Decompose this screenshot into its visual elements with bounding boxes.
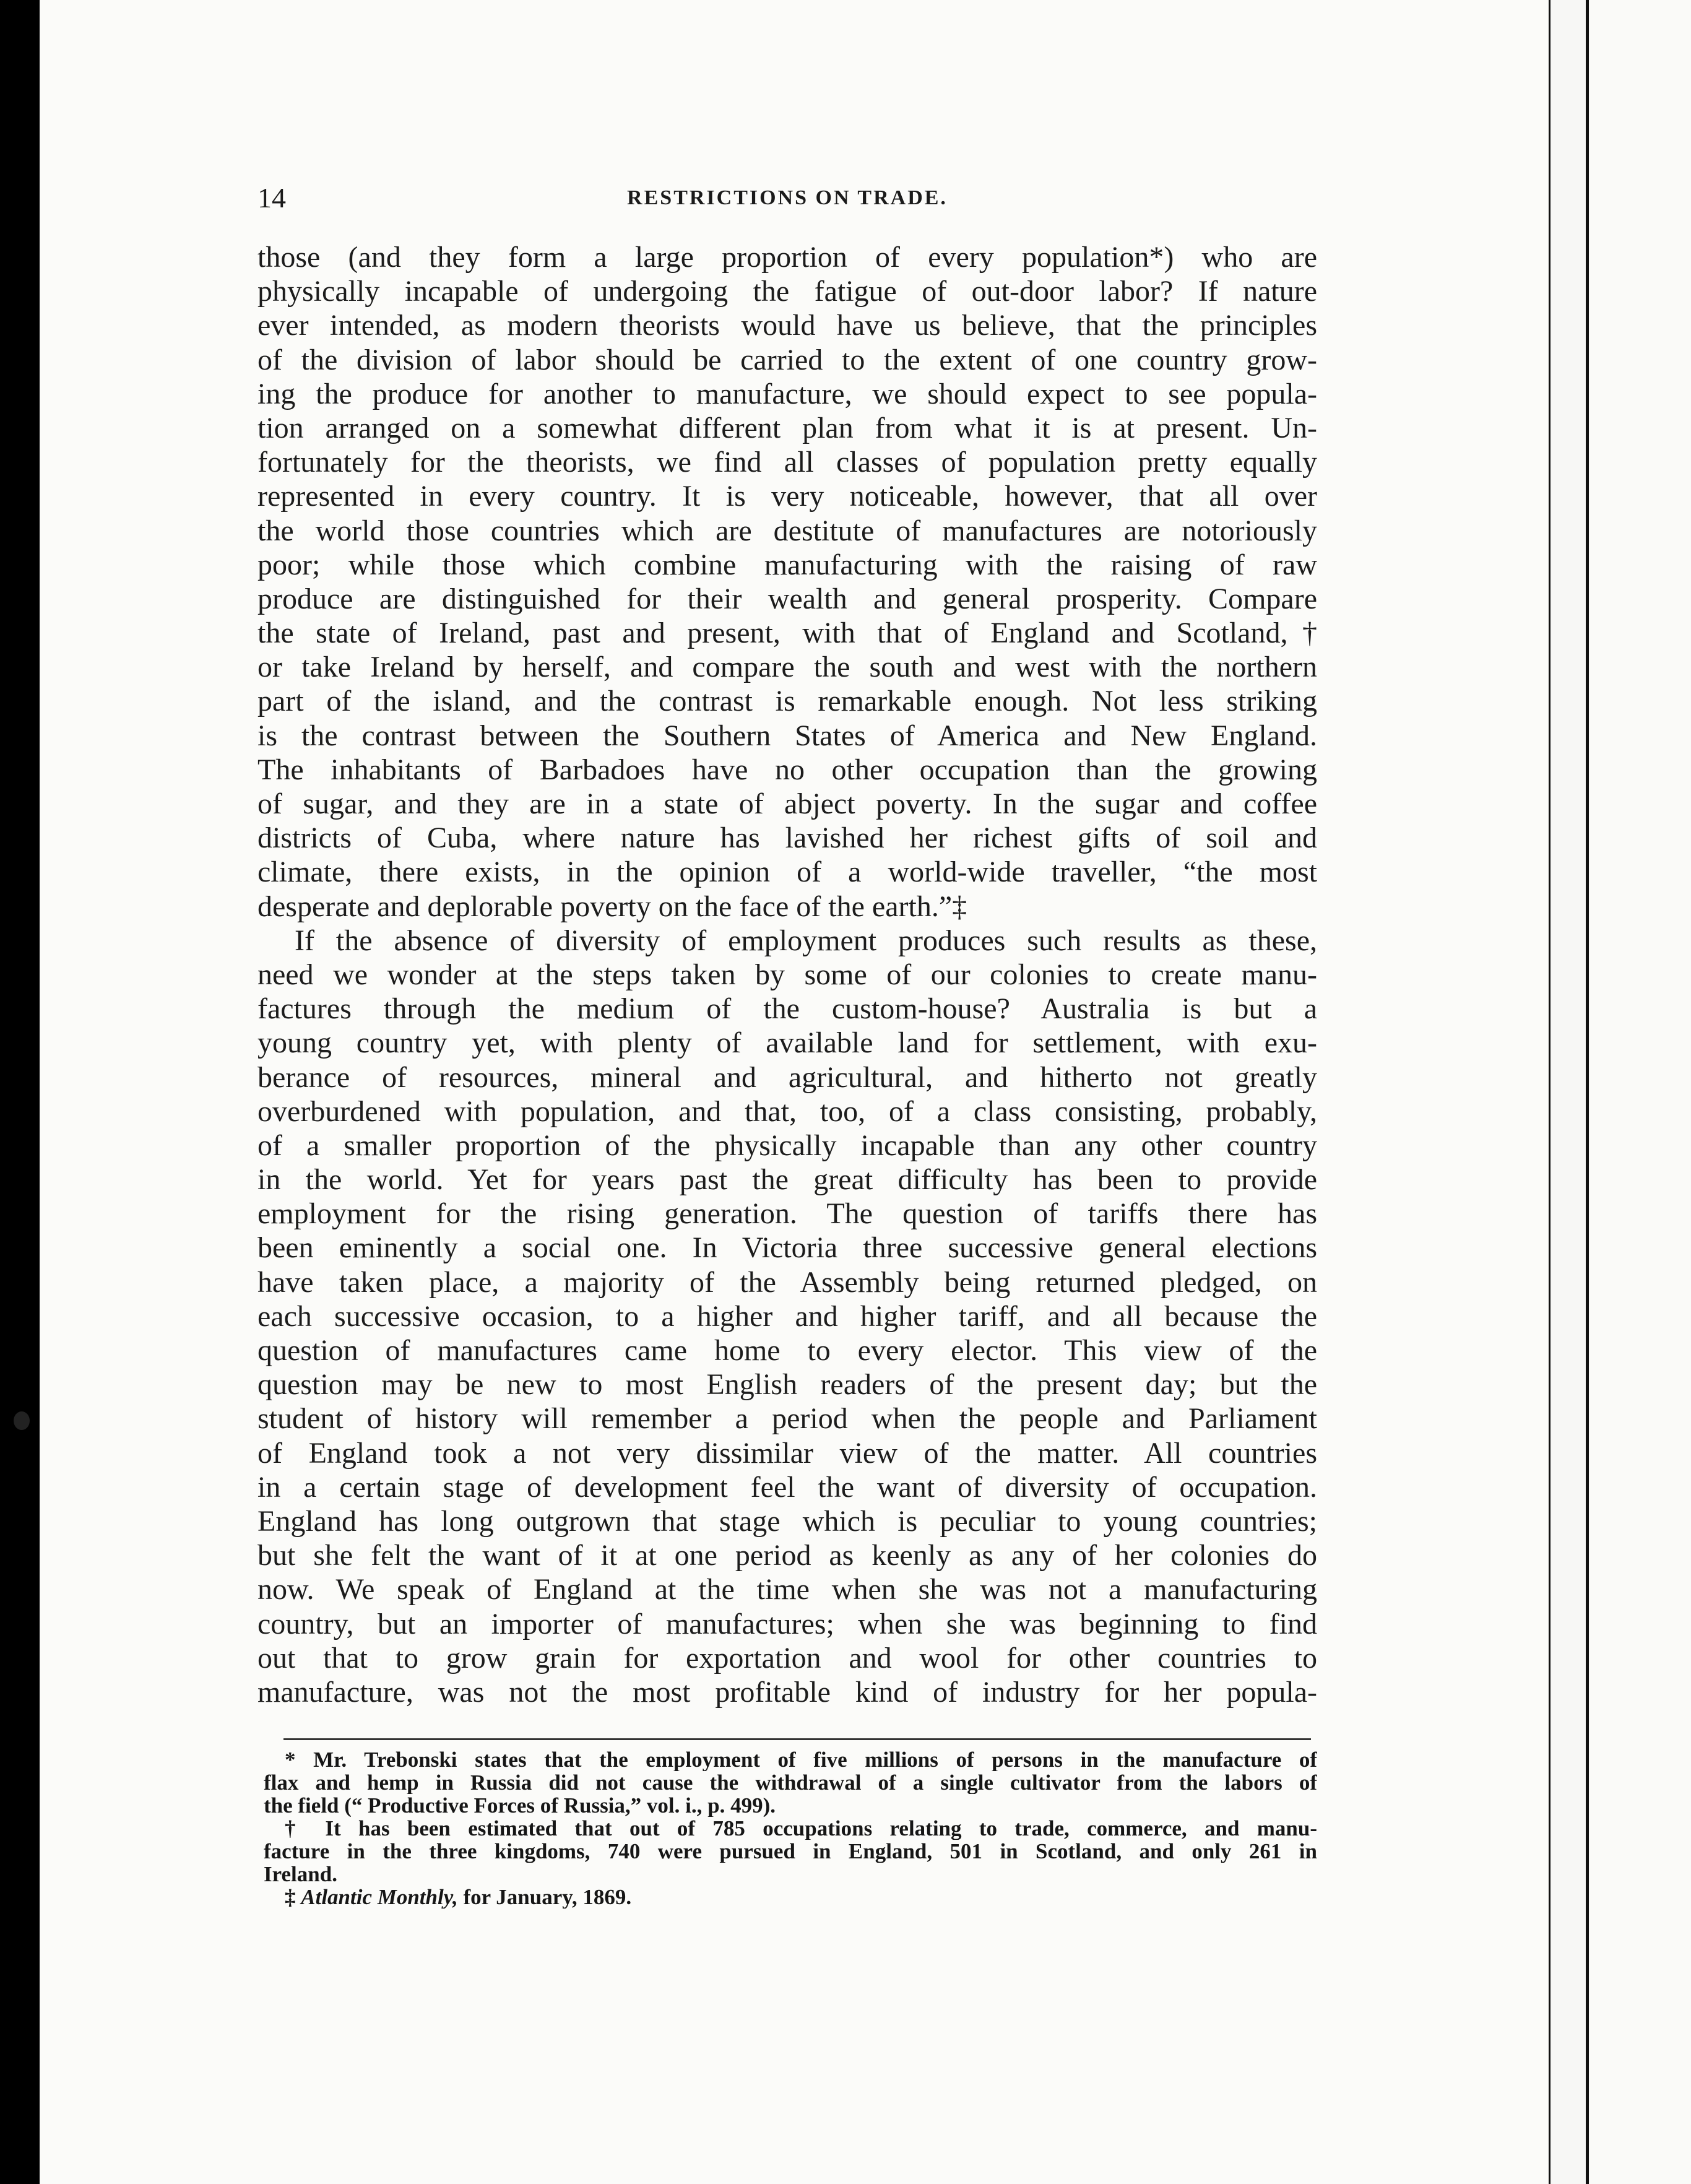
footnote-line: flax and hemp in Russia did not cause the withdrawal of a single cultivator from the labors of [264,1771,1317,1794]
page-gutter [1549,0,1588,2184]
text-line: have taken place, a majority of the Assembly being returned pledged, on [257,1265,1317,1299]
adjacent-page-edge [1586,0,1691,2184]
text-line: part of the island, and the contrast is remarkable enough. Not less striking [257,685,1317,718]
text-line: of a smaller proportion of the physically incapable than any other country [257,1129,1317,1162]
double-dagger-mark: ‡ [285,1886,296,1909]
text-line: the state of Ireland, past and present, with that of England and Scotland,† [257,617,1317,650]
text-line: of sugar, and they are in a state of abject poverty. In the sugar and coffee [257,787,1317,820]
text-line: tion arranged on a somewhat different plan from what it is at present. Un- [257,411,1317,444]
running-head: RESTRICTIONS ON TRADE. [627,186,948,209]
page-number: 14 [257,182,286,214]
text-line: of England took a not very dissimilar view of the matter. All countries [257,1436,1317,1470]
text-line: climate, there exists, in the opinion of a world-wide traveller, “the most [257,856,1317,889]
text-line: poor; while those which combine manufacturing with the raising of raw [257,548,1317,581]
text-line: berance of resources, mineral and agricultural, and hitherto not greatly [257,1060,1317,1094]
text-line: is the contrast between the Southern States of America and New England. [257,719,1317,752]
text-line: those (and they form a large proportion of every population*) who are [257,241,1317,274]
text-line: now. We speak of England at the time when she was not a manufacturing [257,1573,1317,1606]
citation-date: for January, 1869. [463,1886,632,1909]
text-line: overburdened with population, and that, too, of a class consisting, probably, [257,1094,1317,1128]
text-line: factures through the medium of the custom-house? Australia is but a [257,992,1317,1026]
page-header [257,180,1317,217]
text-line: in a certain stage of development feel the want of diversity of occupation. [257,1470,1317,1504]
body-text [257,240,1317,1709]
paragraph-start-line: If the absence of diversity of employment produces such results as these, [295,924,1317,957]
footnote-line: Ireland. [264,1863,337,1886]
text-line: districts of Cuba, where nature has lavished her richest gifts of soil and [257,821,1317,855]
text-line: The inhabitants of Barbadoes have no other occupation than the growing [257,753,1317,786]
footnote-line: the field (“ Productive Forces of Russia,” vol. i., p. 499). [264,1794,776,1817]
text-line: desperate and deplorable poverty on the face of the earth.”‡ [257,890,967,923]
text-line: the world those countries which are destitute of manufactures are notoriously [257,514,1317,547]
text-line: in the world. Yet for years past the great difficulty has been to provide [257,1163,1317,1197]
text-line: or take Ireland by herself, and compare the south and west with the northern [257,651,1317,684]
text-line: produce are distinguished for their wealth and general prosperity. Compare [257,582,1317,615]
text-line: student of history will remember a period when the people and Parliament [257,1402,1317,1436]
footnote-rule [283,1738,1311,1740]
text-line: manufacture, was not the most profitable kind of industry for her popula- [257,1675,1317,1709]
text-line: of the division of labor should be carried to the extent of one country grow- [257,343,1317,376]
text-line: country, but an importer of manufactures; when she was beginning to find [257,1607,1317,1640]
text-line: ing the produce for another to manufacture, we should expect to see popula- [257,377,1317,410]
text-line: question of manufactures came home to every elector. This view of the [257,1334,1317,1367]
text-line: out that to grow grain for exportation and wool for other countries to [257,1641,1317,1675]
text-line: each successive occasion, to a higher and higher tariff, and all because the [257,1299,1317,1333]
ink-blot [14,1411,30,1430]
text-line: been eminently a social one. In Victoria three successive general elections [257,1231,1317,1265]
text-line: question may be new to most English readers of the present day; but the [257,1368,1317,1402]
footnote-line: † It has been estimated that out of 785 occupations relating to trade, commerce, and manu- [285,1817,1317,1840]
text-line: employment for the rising generation. The question of tariffs there has [257,1197,1317,1231]
text-line: fortunately for the theorists, we find all classes of population pretty equally [257,446,1317,479]
text-line: need we wonder at the steps taken by some of our colonies to create manu- [257,958,1317,991]
journal-title: Atlantic Monthly, [301,1886,458,1909]
text-line: represented in every country. It is very noticeable, however, that all over [257,480,1317,513]
footnotes [264,1748,1317,1909]
text-line: physically incapable of undergoing the fatigue of out-door labor? If nature [257,275,1317,308]
footnote-citation [264,1886,1317,1909]
footnote-line: facture in the three kingdoms, 740 were pursued in England, 501 in Scotland, and only 261 in [264,1840,1317,1863]
footnote-line: * Mr. Trebonski states that the employment of five millions of persons in the manufacture of [285,1748,1317,1771]
text-line: England has long outgrown that stage which is peculiar to young countries; [257,1504,1317,1538]
text-line: but she felt the want of it at one period as keenly as any of her colonies do [257,1539,1317,1572]
text-line: ever intended, as modern theorists would have us believe, that the principles [257,309,1317,342]
text-line: young country yet, with plenty of available land for settlement, with exu- [257,1026,1317,1060]
